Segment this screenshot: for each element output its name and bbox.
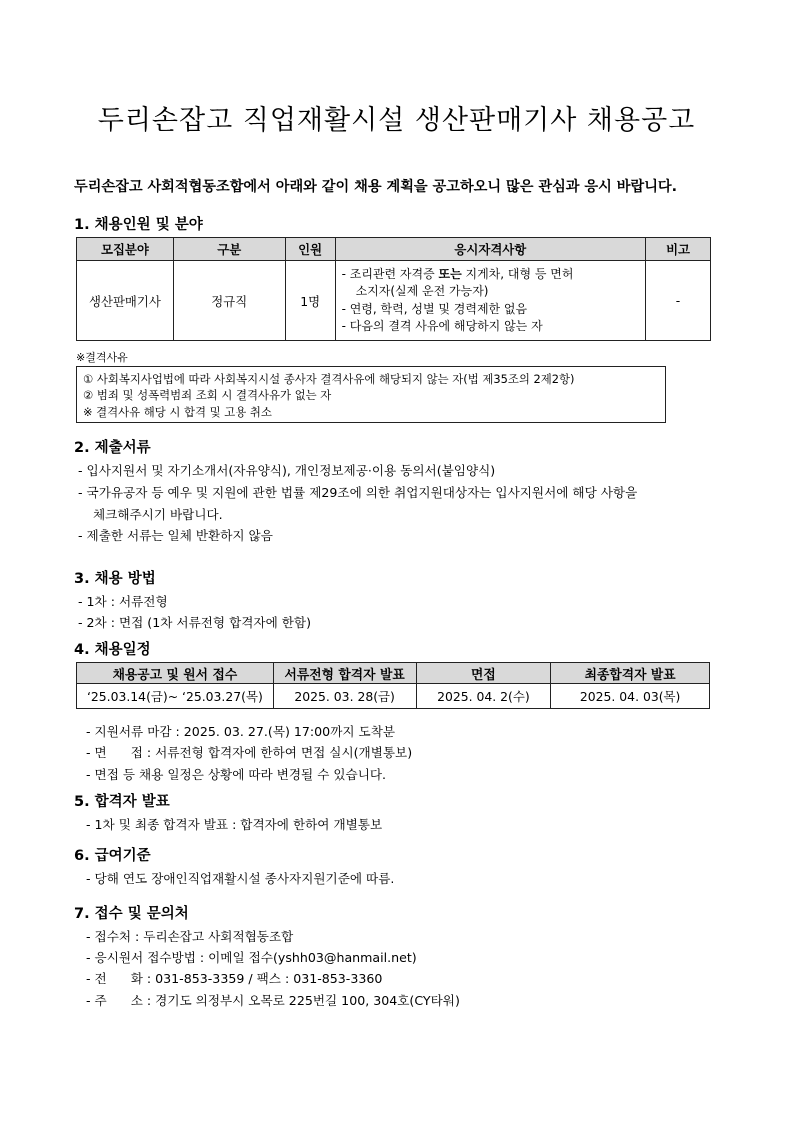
schedule-header-document-result: 서류전형 합격자 발표	[273, 663, 416, 684]
schedule-interview-date: 2025. 04. 2(수)	[416, 684, 551, 709]
section2-line-2: - 국가유공자 등 예우 및 지원에 관한 법률 제29조에 의한 취업지원대상자는 입사지원서에 해당 사항을	[78, 485, 638, 500]
cell-remark: -	[646, 261, 711, 341]
qual-line-4: - 다음의 결격 사유에 해당하지 않는 자	[341, 319, 543, 333]
table-header-row	[77, 238, 711, 261]
section7-line-4: - 주 소 : 경기도 의정부시 오목로 225번길 100, 304호(CY타워)	[86, 993, 460, 1008]
schedule-header-row	[77, 663, 710, 684]
section7-line-2: - 응시원서 접수방법 : 이메일 접수(yshh03@hanmail.net)	[86, 950, 417, 965]
box-line-1: ① 사회복지사업법에 따라 사회복지시설 종사자 결격사유에 해당되지 않는 자(법 제35조의 2제2항)	[83, 372, 575, 386]
qual-line-1	[342, 266, 640, 284]
box-line-2: ② 범죄 및 성폭력범죄 조회 시 결격사유가 없는 자	[83, 388, 332, 403]
schedule-row	[77, 684, 710, 709]
header-type: 구분	[173, 238, 285, 261]
intro-text: 두리손잡고 사회적협동조합에서 아래와 같이 채용 계획을 공고하오니 많은 관심과 응시 바랍니다.	[74, 179, 677, 195]
recruitment-table	[76, 237, 711, 341]
page-title: 두리손잡고 직업재활시설 생산판매기사 채용공고	[97, 105, 696, 136]
table-row	[77, 261, 711, 341]
qual-line-3: - 연령, 학력, 성별 및 경력제한 없음	[341, 301, 528, 316]
schedule-header-application: 채용공고 및 원서 접수	[77, 663, 274, 684]
header-field: 모집분야	[77, 238, 174, 261]
section2-line-3: 체크해주시기 바랍니다.	[93, 507, 223, 522]
qual-line-1c: 지게차, 대형 등 면허	[461, 266, 574, 281]
section2-line-4: - 제출한 서류는 일체 반환하지 않음	[78, 528, 273, 543]
section3-heading: 3. 채용 방법	[74, 571, 156, 587]
section3-line-1: - 1차 : 서류전형	[78, 594, 168, 609]
section7-line-3: - 전 화 : 031-853-3359 / 팩스 : 031-853-3360	[86, 971, 383, 986]
qual-line-1b: 또는	[438, 266, 462, 281]
section6-line-1: - 당해 연도 장애인직업재활시설 종사자지원기준에 따름.	[86, 871, 395, 886]
disqualification-box	[76, 366, 666, 423]
cell-count: 1명	[285, 261, 335, 341]
section4-line-1: - 지원서류 마감 : 2025. 03. 27.(목) 17:00까지 도착분	[86, 724, 396, 739]
section4-line-3: - 면접 등 채용 일정은 상황에 따라 변경될 수 있습니다.	[86, 767, 387, 782]
header-qualification: 응시자격사항	[335, 238, 646, 261]
qual-line-1a: - 조리관련 자격증	[341, 266, 439, 281]
cell-field: 생산판매기사	[77, 261, 174, 341]
section5-heading: 5. 합격자 발표	[74, 794, 170, 810]
schedule-header-interview: 면접	[416, 663, 551, 684]
section7-heading: 7. 접수 및 문의처	[74, 906, 189, 922]
schedule-document-result-date: 2025. 03. 28(금)	[273, 684, 416, 709]
section4-line-2: - 면 접 : 서류전형 합격자에 한하여 면접 실시(개별통보)	[86, 745, 413, 760]
section5-line-1: - 1차 및 최종 합격자 발표 : 합격자에 한하여 개별통보	[86, 817, 383, 832]
schedule-header-final-result: 최종합격자 발표	[551, 663, 710, 684]
cell-type: 정규직	[173, 261, 285, 341]
section2-line-1: - 입사지원서 및 자기소개서(자유양식), 개인정보제공·이용 동의서(붙임양식)	[78, 463, 496, 478]
header-remark: 비고	[646, 238, 711, 261]
schedule-application-period: ‘25.03.14(금)~ ‘25.03.27(목)	[77, 684, 274, 709]
qual-line-2: 소지자(실제 운전 가능자)	[355, 284, 489, 298]
schedule-final-result-date: 2025. 04. 03(목)	[551, 684, 710, 709]
schedule-table	[76, 662, 710, 709]
section1-heading: 1. 채용인원 및 분야	[74, 217, 203, 233]
section4-heading: 4. 채용일정	[74, 642, 151, 658]
section3-line-2: - 2차 : 면접 (1차 서류전형 합격자에 한함)	[78, 615, 311, 630]
section7-line-1: - 접수처 : 두리손잡고 사회적협동조합	[86, 929, 294, 944]
header-count: 인원	[285, 238, 335, 261]
box-line-3: ※ 결격사유 해당 시 합격 및 고용 취소	[83, 404, 272, 419]
section2-heading: 2. 제출서류	[74, 440, 151, 456]
cell-qualification	[335, 261, 646, 341]
disqualification-note: ※결격사유	[76, 351, 128, 364]
section6-heading: 6. 급여기준	[74, 848, 151, 864]
